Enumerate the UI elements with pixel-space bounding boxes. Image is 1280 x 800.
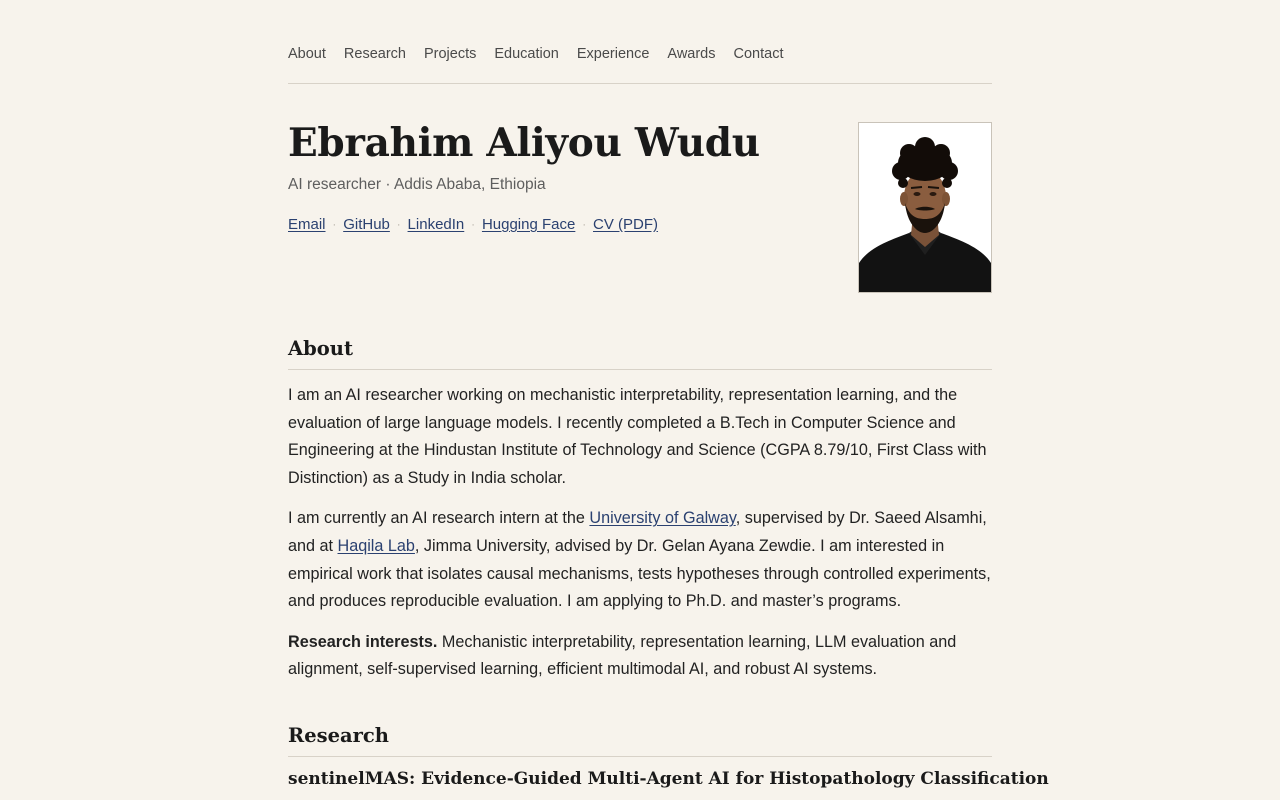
nav-item-research[interactable]: Research: [343, 46, 406, 62]
top-nav: [288, 0, 992, 84]
about-heading: About: [288, 337, 992, 370]
nav-item-experience[interactable]: Experience: [576, 46, 650, 62]
nav-item-projects[interactable]: Projects: [423, 46, 477, 62]
university-of-galway-link[interactable]: University of Galway: [589, 509, 736, 528]
research-interests-text: Mechanistic interpretability, representation learning, LLM evaluation and alignment, self-supervised learning, efficient multimodal AI, and robust AI systems.: [288, 632, 957, 679]
page-title: Ebrahim Aliyou Wudu: [288, 120, 760, 166]
paper-title[interactable]: sentinelMAS: Evidence-Guided Multi-Agent AI for Histopathology Classification: [288, 768, 1049, 789]
research-interests-label: Research interests.: [288, 632, 438, 651]
nav-item-about[interactable]: About: [288, 46, 326, 62]
email-link[interactable]: Email: [288, 216, 326, 233]
link-separator: ·: [471, 218, 475, 231]
research-section: [288, 723, 1049, 789]
link-separator: ·: [332, 218, 337, 231]
about-paragraph-2: [288, 505, 992, 615]
github-link[interactable]: GitHub: [343, 216, 390, 233]
nav-list: [288, 46, 783, 62]
cv-link[interactable]: CV (PDF): [593, 216, 659, 233]
about-paragraph-2-text: , Jimma University, advised by Dr. Gelan Ayana Zewdie. I am interested in empirical work that isolates causal mechanisms, tests hypotheses through controlled experiments, and produces reproducible evaluation. I am applying to Ph.D. and master’s programs.: [288, 536, 991, 611]
linkedin-link[interactable]: LinkedIn: [407, 216, 465, 233]
about-paragraph-2-text: , supervised by Dr. Saeed Alsamhi, and at: [288, 509, 987, 555]
link-separator: ·: [582, 218, 587, 231]
research-heading: Research: [288, 724, 992, 757]
portrait-image: [859, 123, 991, 292]
about-paragraph-2-text: I am currently an AI research intern at the: [288, 509, 590, 528]
page: [288, 0, 1049, 789]
profile-links: [288, 216, 658, 233]
profile-subtitle: AI researcher · Addis Ababa, Ethiopia: [288, 176, 546, 193]
profile-photo: [858, 122, 992, 293]
huggingface-link[interactable]: Hugging Face: [481, 216, 576, 233]
about-section: [288, 337, 992, 684]
link-separator: ·: [396, 218, 401, 231]
nav-item-education[interactable]: Education: [494, 46, 559, 62]
nav-item-awards[interactable]: Awards: [667, 46, 716, 62]
haqila-lab-link[interactable]: Haqila Lab: [337, 536, 415, 555]
research-interests-paragraph: [288, 629, 992, 684]
about-paragraph-1: I am an AI researcher working on mechanistic interpretability, representation learning, and the evaluation of large language models. I recently completed a B.Tech in Computer Science and Engineering at the Hindustan Institute of Technology and Science (CGPA 8.79/10, First Class with Distinction) as a Study in India scholar.: [288, 386, 987, 487]
nav-item-contact[interactable]: Contact: [733, 46, 784, 62]
profile-header: [288, 84, 992, 310]
